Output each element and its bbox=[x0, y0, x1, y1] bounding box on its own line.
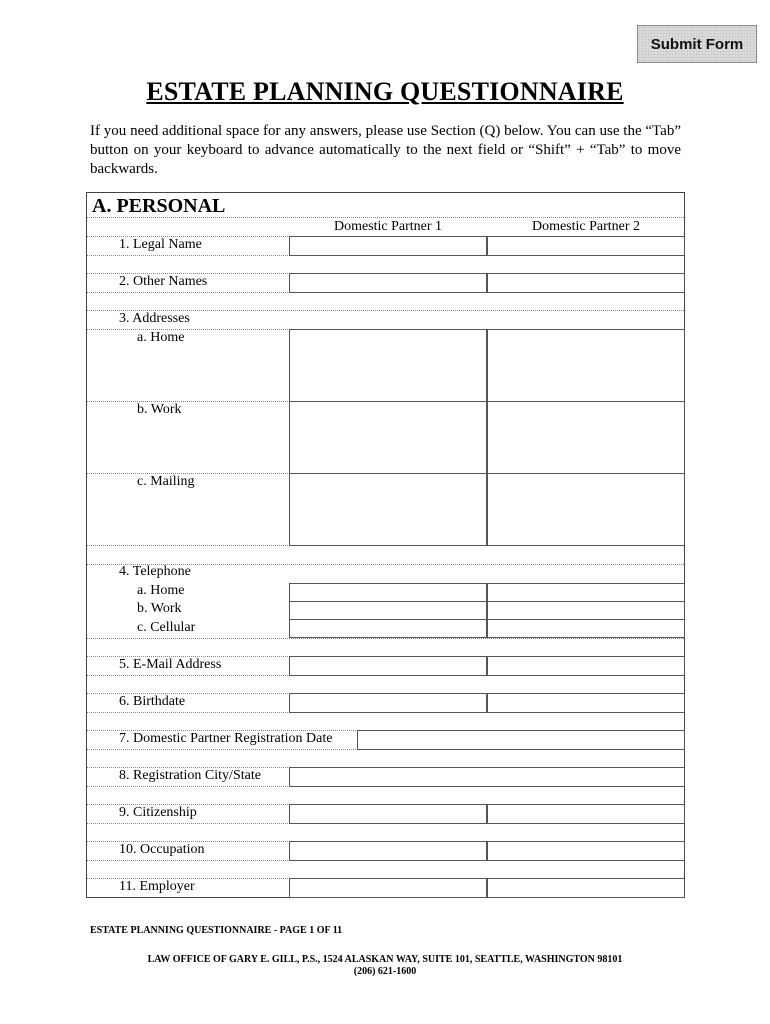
occupation-partner-2-field[interactable] bbox=[487, 841, 685, 861]
work-address-label: b. Work bbox=[137, 402, 182, 417]
occupation-label: 10. Occupation bbox=[119, 842, 205, 857]
home-address-partner-2-field[interactable] bbox=[487, 329, 685, 402]
citizenship-partner-2-field[interactable] bbox=[487, 804, 685, 824]
telephone-work-partner-1-field[interactable] bbox=[289, 601, 487, 620]
work-address-partner-1-field[interactable] bbox=[289, 401, 487, 474]
employer-partner-2-field[interactable] bbox=[487, 878, 685, 898]
registration-date-field[interactable] bbox=[357, 730, 685, 750]
section-personal bbox=[86, 192, 685, 898]
intro-text: If you need additional space for any answers, please use Section (Q) below. You can use the “Tab” button on your keyboard to advance automatically to the next field or “Shift” + “Tab” to move backwards. bbox=[90, 123, 681, 177]
page-title: ESTATE PLANNING QUESTIONNAIRE bbox=[146, 77, 624, 106]
telephone-cellular-partner-2-field[interactable] bbox=[487, 619, 685, 638]
other-names-label: 2. Other Names bbox=[119, 274, 208, 289]
addresses-label: 3. Addresses bbox=[119, 311, 190, 326]
page-footer: ESTATE PLANNING QUESTIONNAIRE - PAGE 1 OF 11 bbox=[90, 925, 343, 936]
birthdate-label: 6. Birthdate bbox=[119, 694, 186, 709]
legal-name-partner-2-field[interactable] bbox=[487, 236, 685, 256]
legal-name-partner-1-field[interactable] bbox=[289, 236, 487, 256]
telephone-home-partner-1-field[interactable] bbox=[289, 583, 487, 602]
occupation-partner-1-field[interactable] bbox=[289, 841, 487, 861]
citizenship-label: 9. Citizenship bbox=[119, 805, 197, 820]
other-names-partner-1-field[interactable] bbox=[289, 273, 487, 293]
registration-date-label: 7. Domestic Partner Registration Date bbox=[119, 731, 333, 746]
telephone-cellular-label: c. Cellular bbox=[137, 620, 196, 635]
citizenship-partner-1-field[interactable] bbox=[289, 804, 487, 824]
office-footer bbox=[0, 954, 770, 978]
mailing-address-partner-1-field[interactable] bbox=[289, 473, 487, 546]
divider bbox=[87, 638, 684, 639]
office-address: LAW OFFICE OF GARY E. GILL, P.S., 1524 ALASKAN WAY, SUITE 101, SEATTLE, WASHINGTON 98101 bbox=[147, 954, 623, 965]
birthdate-partner-1-field[interactable] bbox=[289, 693, 487, 713]
column-header-partner-1: Domestic Partner 1 bbox=[333, 219, 443, 234]
mailing-address-partner-2-field[interactable] bbox=[487, 473, 685, 546]
telephone-home-label: a. Home bbox=[137, 583, 185, 598]
telephone-home-partner-2-field[interactable] bbox=[487, 583, 685, 602]
home-address-label: a. Home bbox=[137, 330, 185, 345]
telephone-work-label: b. Work bbox=[137, 601, 182, 616]
email-partner-2-field[interactable] bbox=[487, 656, 685, 676]
section-title: A. PERSONAL bbox=[92, 195, 226, 217]
registration-city-field[interactable] bbox=[289, 767, 685, 787]
birthdate-partner-2-field[interactable] bbox=[487, 693, 685, 713]
telephone-label: 4. Telephone bbox=[119, 564, 191, 579]
employer-label: 11. Employer bbox=[119, 879, 195, 894]
email-label: 5. E-Mail Address bbox=[119, 657, 222, 672]
work-address-partner-2-field[interactable] bbox=[487, 401, 685, 474]
other-names-partner-2-field[interactable] bbox=[487, 273, 685, 293]
telephone-cellular-partner-1-field[interactable] bbox=[289, 619, 487, 638]
mailing-address-label: c. Mailing bbox=[137, 474, 195, 489]
submit-form-button[interactable]: Submit Form bbox=[637, 25, 757, 63]
registration-city-label: 8. Registration City/State bbox=[119, 768, 261, 783]
telephone-work-partner-2-field[interactable] bbox=[487, 601, 685, 620]
column-header-partner-2: Domestic Partner 2 bbox=[531, 219, 641, 234]
home-address-partner-1-field[interactable] bbox=[289, 329, 487, 402]
legal-name-label: 1. Legal Name bbox=[119, 237, 202, 252]
email-partner-1-field[interactable] bbox=[289, 656, 487, 676]
office-phone: (206) 621-1600 bbox=[353, 966, 417, 977]
divider bbox=[87, 217, 684, 218]
employer-partner-1-field[interactable] bbox=[289, 878, 487, 898]
